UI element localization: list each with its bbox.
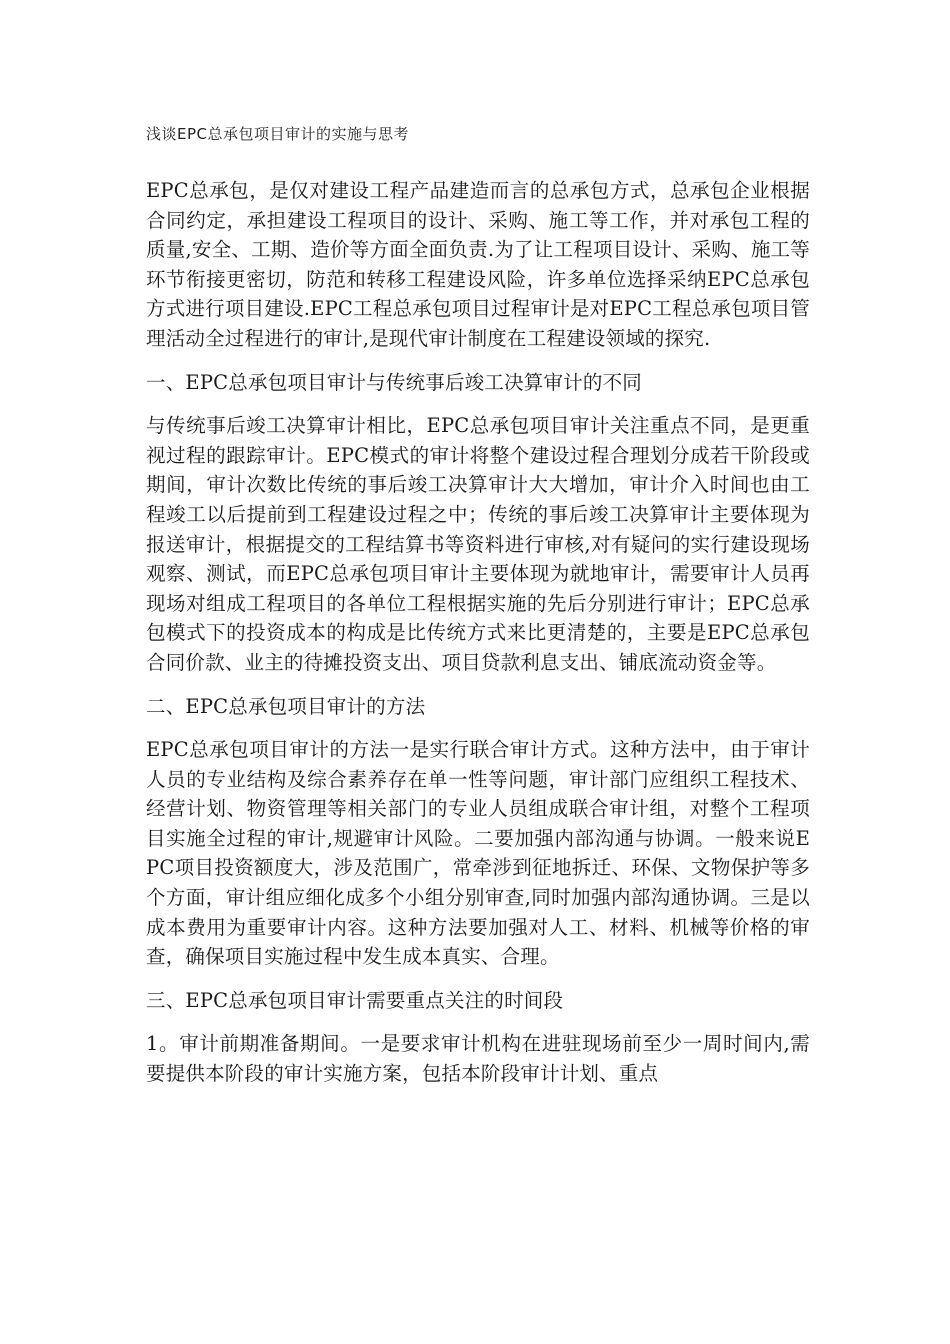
section-body-2: EPC总承包项目审计的方法一是实行联合审计方式。这种方法中，由于审计人员的专业结构及综合素养存在单一性等问题，审计部门应组织工程技术、经营计划、物资管理等相关部门的专业人员组成联合审计组，对整个工程项目实施全过程的审计,规避审计风险。二要加强内部沟通与协调。一般来说EPC项目投资额度大，涉及范围广，常牵涉到征地拆迁、环保、文物保护等多个方面，审计组应细化成多个小组分别审查,同时加强内部沟通协调。三是以成本费用为重要审计内容。这种方法要加强对人工、材料、机械等价格的审查，确保项目实施过程中发生成本真实、合理。 — [146, 738, 810, 969]
section-heading-2: 二、EPC总承包项目审计的方法 — [146, 694, 426, 718]
section-body-3: 1。审计前期准备期间。一是要求审计机构在进驻现场前至少一周时间内,需要提供本阶段的审计实施方案，包括本阶段审计计划、重点 — [146, 1032, 810, 1086]
section-heading-1: 一、EPC总承包项目审计与传统事后竣工决算审计的不同 — [146, 370, 642, 394]
intro-paragraph: EPC总承包，是仅对建设工程产品建造而言的总承包方式，总承包企业根据合同约定，承担建设工程项目的设计、采购、施工等工作，并对承包工程的质量,安全、工期、造价等方面全面负责.为了让工程项目设计、采购、施工等环节衔接更密切，防范和转移工程建设风险，许多单位选择采纳EPC总承包方式进行项目建设.EPC工程总承包项目过程审计是对EPC工程总承包项目管理活动全过程进行的审计,是现代审计制度在工程建设领域的探究. — [146, 179, 810, 350]
section-body-1: 与传统事后竣工决算审计相比，EPC总承包项目审计关注重点不同，是更重视过程的跟踪审计。EPC模式的审计将整个建设过程合理划分成若干阶段或期间，审计次数比传统的事后竣工决算审计大大增加，审计介入时间也由工程竣工以后提前到工程建设过程之中；传统的事后竣工决算审计主要体现为报送审计，根据提交的工程结算书等资料进行审核,对有疑问的实行建设现场观察、测试，而EPC总承包项目审计主要体现为就地审计，需要审计人员再现场对组成工程项目的各单位工程根据实施的先后分别进行审计；EPC总承包模式下的投资成本的构成是比传统方式来比更清楚的，主要是EPC总承包合同价款、业主的待摊投资支出、项目贷款利息支出、铺底流动资金等。 — [146, 414, 810, 674]
document-body — [146, 176, 810, 1103]
document-title: 浅谈EPC总承包项目审计的实施与思考 — [146, 125, 409, 143]
section-heading-3: 三、EPC总承包项目审计需要重点关注的时间段 — [146, 988, 564, 1012]
